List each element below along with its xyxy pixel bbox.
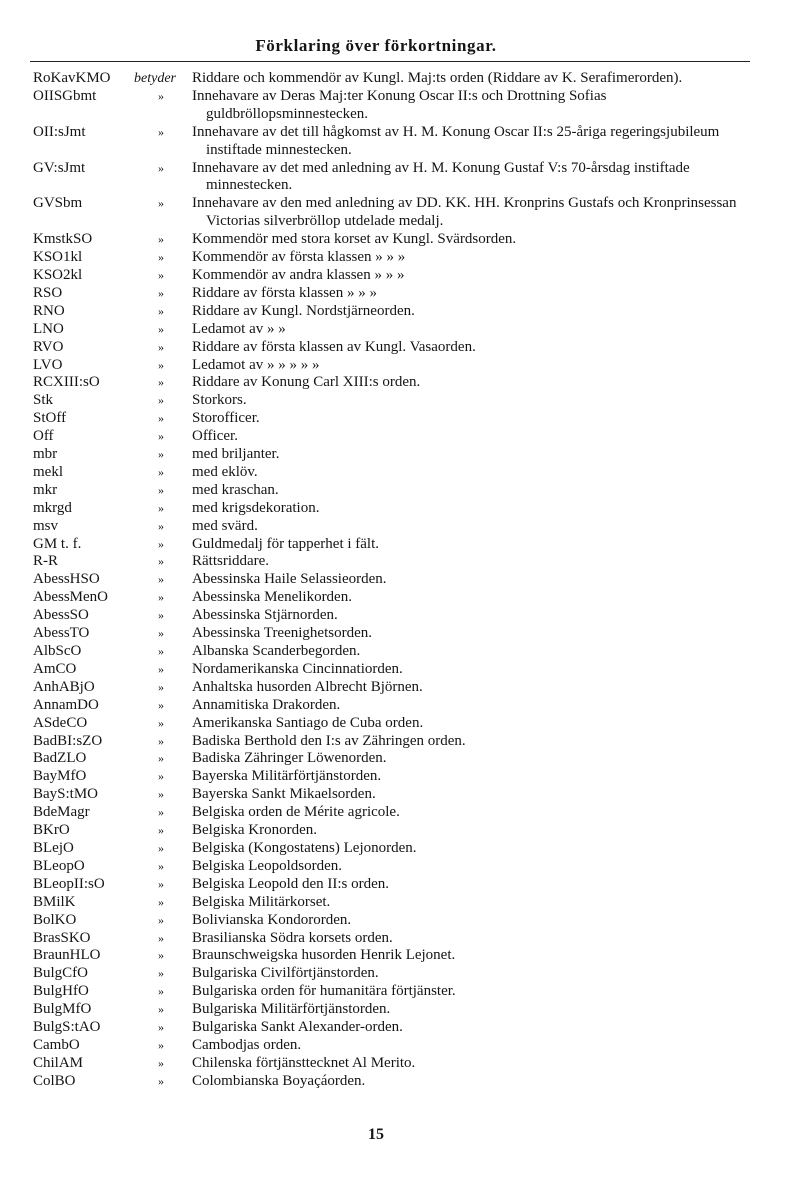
abbreviation-description: Belgiska Leopold den II:s orden. [192, 875, 390, 892]
betyder-label: betyder [134, 71, 176, 86]
abbreviation-entry [0, 607, 800, 625]
abbreviation-entry [0, 231, 800, 249]
ditto-mark: » [158, 697, 164, 712]
abbreviation-code: LVO [33, 356, 63, 373]
abbreviation-code: StOff [33, 410, 67, 427]
abbreviation-entry [0, 267, 800, 285]
abbreviation-code: BayS:tMO [33, 786, 99, 803]
abbreviation-description: med krigsdekoration. [192, 499, 320, 516]
abbreviation-code: RSO [33, 284, 63, 301]
abbreviation-entry [0, 374, 800, 392]
ditto-mark: » [158, 536, 164, 551]
abbreviation-entry [0, 1037, 800, 1055]
abbreviation-entry [0, 840, 800, 858]
ditto-mark: » [158, 608, 164, 623]
abbreviation-description: Belgiska Kronorden. [192, 822, 317, 839]
abbreviation-description: Officer. [192, 428, 238, 445]
abbreviation-entry [0, 679, 800, 697]
abbreviation-entry [0, 589, 800, 607]
abbreviation-entry [0, 930, 800, 948]
abbreviation-description: Bulgariska Militärförtjänstorden. [192, 1001, 391, 1018]
abbreviation-description: Ledamot av » » » » » [192, 356, 320, 373]
abbreviation-description: Amerikanska Santiago de Cuba orden. [192, 714, 424, 731]
abbreviation-description: Riddare och kommendör av Kungl. Maj:ts orden (Riddare av K. Serafimerorden). [192, 70, 683, 86]
ditto-mark: » [158, 805, 164, 820]
ditto-mark: » [158, 679, 164, 694]
abbreviation-description: Innehavare av den med anledning av DD. KK. HH. Kronprins Gustafs och Kronprinsessan Victorias silverbröllop utdelade medalj. [192, 195, 737, 230]
abbreviation-description: Braunschweigska husorden Henrik Lejonet. [192, 947, 456, 964]
abbreviation-code: AmCO [33, 660, 77, 677]
abbreviation-code: KSO1kl [33, 249, 83, 266]
abbreviation-code: RVO [33, 338, 64, 355]
abbreviation-description: Abessinska Stjärnorden. [192, 607, 338, 624]
abbreviation-entry [0, 947, 800, 965]
abbreviation-description: Brasilianska Södra korsets orden. [192, 929, 393, 946]
abbreviation-entry [0, 786, 800, 804]
abbreviation-description: Chilenska förtjänsttecknet Al Merito. [192, 1054, 416, 1071]
ditto-mark: » [158, 429, 164, 444]
abbreviation-code: CambO [33, 1036, 80, 1053]
ditto-mark: » [158, 876, 164, 891]
ditto-mark: » [158, 626, 164, 641]
ditto-mark: » [158, 733, 164, 748]
abbreviation-description: Abessinska Menelikorden. [192, 589, 352, 606]
abbreviation-code: RNO [33, 302, 65, 319]
abbreviation-code: AlbScO [33, 643, 82, 659]
abbreviation-description: Innehavare av Deras Maj:ter Konung Oscar II:s och Drottning Sofias guldbröllopsminnestecken. [192, 87, 607, 122]
abbreviation-description: med briljanter. [192, 446, 280, 463]
abbreviation-entry [0, 571, 800, 589]
abbreviation-code: OIISGbmt [33, 87, 97, 104]
abbreviation-description: med kraschan. [192, 481, 279, 498]
abbreviation-description: Belgiska (Kongostatens) Lejonorden. [192, 839, 417, 856]
abbreviation-entry [0, 750, 800, 768]
abbreviation-entry [0, 428, 800, 446]
abbreviation-description: Riddare av första klassen » » » [192, 284, 377, 301]
ditto-mark: » [158, 88, 164, 103]
abbreviation-description: Nordamerikanska Cincinnatiorden. [192, 660, 403, 677]
ditto-mark: » [158, 930, 164, 945]
ditto-mark: » [158, 1037, 164, 1052]
ditto-mark: » [158, 787, 164, 802]
ditto-mark: » [158, 518, 164, 533]
abbreviation-code: BdeMagr [33, 804, 90, 821]
abbreviation-code: BLeopII:sO [33, 875, 105, 892]
abbreviation-description: Storofficer. [192, 410, 260, 427]
abbreviation-entry [0, 1055, 800, 1073]
abbreviation-entry [0, 357, 800, 375]
abbreviation-code: BLejO [33, 839, 74, 856]
ditto-mark: » [158, 321, 164, 336]
ditto-mark: » [158, 769, 164, 784]
abbreviation-entry [0, 464, 800, 482]
ditto-mark: » [158, 590, 164, 605]
abbreviation-code: BulgCfO [33, 965, 89, 982]
abbreviation-description: Belgiska Militärkorset. [192, 893, 331, 910]
abbreviation-description: Storkors. [192, 392, 247, 409]
abbreviation-code: BulgMfO [33, 1001, 92, 1018]
ditto-mark: » [158, 966, 164, 981]
ditto-mark: » [158, 572, 164, 587]
abbreviation-description: Kommendör med stora korset av Kungl. Svärdsorden. [192, 231, 517, 248]
abbreviation-entry [0, 518, 800, 536]
abbreviation-description: Belgiska Leopoldsorden. [192, 857, 342, 874]
abbreviation-entry [0, 160, 800, 196]
abbreviation-entry [0, 410, 800, 428]
ditto-mark: » [158, 912, 164, 927]
abbreviation-code: AnhABjO [33, 678, 95, 695]
abbreviation-code: R-R [33, 553, 59, 570]
ditto-mark: » [158, 232, 164, 247]
abbreviation-code: mkrgd [33, 499, 72, 516]
ditto-mark: » [158, 858, 164, 873]
abbreviation-entry [0, 536, 800, 554]
abbreviation-code: BulgHfO [33, 983, 89, 1000]
abbreviation-entry [0, 1001, 800, 1019]
abbreviation-code: BadZLO [33, 750, 87, 767]
abbreviation-code: KSO2kl [33, 266, 83, 283]
ditto-mark: » [158, 1020, 164, 1035]
ditto-mark: » [158, 840, 164, 855]
abbreviation-description: Badiska Berthold den I:s av Zähringen orden. [192, 732, 466, 749]
abbreviation-description: Kommendör av första klassen » » » [192, 249, 406, 266]
abbreviation-description: Cambodjas orden. [192, 1036, 302, 1053]
ditto-mark: » [158, 1055, 164, 1070]
abbreviation-code: GM t. f. [33, 535, 82, 552]
abbreviation-code: BraunHLO [33, 947, 101, 964]
abbreviation-entry [0, 124, 800, 160]
abbreviation-description: Riddare av första klassen av Kungl. Vasaorden. [192, 338, 476, 355]
abbreviation-entry [0, 70, 800, 88]
abbreviation-entry [0, 965, 800, 983]
abbreviation-description: Riddare av Kungl. Nordstjärneorden. [192, 302, 415, 319]
abbreviation-code: Stk [33, 392, 54, 409]
abbreviation-entry [0, 249, 800, 267]
abbreviation-entry [0, 1019, 800, 1037]
abbreviation-entry [0, 1073, 800, 1091]
ditto-mark: » [158, 554, 164, 569]
abbreviation-code: AbessHSO [33, 571, 100, 588]
abbreviation-code: BolKO [33, 911, 77, 928]
abbreviation-description: Bayerska Sankt Mikaelsorden. [192, 786, 376, 803]
abbreviation-entry [0, 894, 800, 912]
abbreviation-description: Abessinska Haile Selassieorden. [192, 571, 387, 588]
ditto-mark: » [158, 357, 164, 372]
abbreviation-entry [0, 446, 800, 464]
ditto-mark: » [158, 984, 164, 999]
page-title: Förklaring över förkortningar. [255, 36, 497, 55]
abbreviation-description: Albanska Scanderbegorden. [192, 643, 361, 659]
abbreviation-entry [0, 285, 800, 303]
abbreviation-code: BMilK [33, 893, 76, 910]
abbreviation-description: Belgiska orden de Mérite agricole. [192, 804, 400, 821]
abbreviation-entry [0, 321, 800, 339]
abbreviation-code: mekl [33, 463, 63, 480]
abbreviation-code: mbr [33, 446, 58, 463]
abbreviation-code: msv [33, 517, 59, 534]
abbreviation-entry [0, 482, 800, 500]
abbreviation-entry [0, 876, 800, 894]
abbreviation-code: AnnamDO [33, 696, 99, 713]
abbreviation-entry [0, 643, 800, 661]
abbreviation-code: GVSbm [33, 195, 83, 212]
ditto-mark: » [158, 661, 164, 676]
ditto-mark: » [158, 250, 164, 265]
abbreviation-description: med eklöv. [192, 463, 258, 480]
ditto-mark: » [158, 339, 164, 354]
abbreviation-code: OII:sJmt [33, 123, 86, 140]
abbreviation-entry [0, 715, 800, 733]
ditto-mark: » [158, 393, 164, 408]
abbreviation-entry [0, 339, 800, 357]
ditto-mark: » [158, 285, 164, 300]
abbreviation-code: BKrO [33, 822, 70, 839]
abbreviation-code: AbessSO [33, 607, 89, 624]
ditto-mark: » [158, 124, 164, 139]
abbreviation-entry [0, 392, 800, 410]
abbreviation-code: ChilAM [33, 1054, 84, 1071]
abbreviation-code: ColBO [33, 1072, 76, 1089]
ditto-mark: » [158, 644, 164, 658]
abbreviation-description: Riddare av Konung Carl XIII:s orden. [192, 374, 421, 391]
ditto-mark: » [158, 303, 164, 318]
abbreviation-code: BayMfO [33, 768, 87, 785]
abbreviation-description: Bayerska Militärförtjänstorden. [192, 768, 382, 785]
abbreviation-description: Anhaltska husorden Albrecht Björnen. [192, 678, 423, 695]
ditto-mark: » [158, 715, 164, 730]
abbreviation-description: Rättsriddare. [192, 553, 270, 570]
ditto-mark: » [158, 447, 164, 462]
abbreviation-description: Bulgariska Civilförtjänstorden. [192, 965, 379, 982]
abbreviation-code: KmstkSO [33, 231, 93, 248]
abbreviation-list [0, 70, 800, 1091]
abbreviation-code: RoKavKMO [33, 70, 111, 86]
abbreviation-code: ASdeCO [33, 714, 88, 731]
abbreviation-code: AbessTO [33, 625, 90, 642]
abbreviation-entry [0, 983, 800, 1001]
ditto-mark: » [158, 751, 164, 766]
abbreviation-code: LNO [33, 320, 64, 337]
abbreviation-entry [0, 733, 800, 751]
abbreviation-entry [0, 661, 800, 679]
page-number: 15 [368, 1126, 384, 1143]
abbreviation-entry [0, 625, 800, 643]
abbreviation-entry [0, 303, 800, 321]
ditto-mark: » [158, 160, 164, 175]
abbreviation-code: BulgS:tAO [33, 1019, 101, 1036]
ditto-mark: » [158, 823, 164, 838]
abbreviation-entry [0, 822, 800, 840]
abbreviation-code: mkr [33, 481, 58, 498]
abbreviation-entry [0, 858, 800, 876]
abbreviation-entry [0, 500, 800, 518]
abbreviation-entry [0, 195, 800, 231]
abbreviation-code: AbessMenO [33, 589, 108, 606]
abbreviation-description: med svärd. [192, 517, 258, 534]
abbreviation-entry [0, 697, 800, 715]
abbreviation-description: Innehavare av det till hågkomst av H. M. Konung Oscar II:s 25-åriga regeringsjubileum instiftade minnestecken. [192, 123, 720, 158]
abbreviation-description: Kommendör av andra klassen » » » [192, 266, 405, 283]
abbreviation-description: Abessinska Treenighetsorden. [192, 625, 372, 642]
ditto-mark: » [158, 464, 164, 479]
ditto-mark: » [158, 1002, 164, 1017]
abbreviation-description: Colombianska Boyaçáorden. [192, 1072, 366, 1089]
abbreviation-entry [0, 88, 800, 124]
abbreviation-entry [0, 553, 800, 571]
abbreviation-description: Bulgariska Sankt Alexander-orden. [192, 1019, 403, 1036]
abbreviation-code: RCXIII:sO [33, 374, 100, 391]
abbreviation-description: Ledamot av » » [192, 320, 286, 337]
abbreviation-entry [0, 804, 800, 822]
title-rule [30, 61, 750, 62]
ditto-mark: » [158, 894, 164, 909]
ditto-mark: » [158, 482, 164, 497]
ditto-mark: » [158, 267, 164, 282]
ditto-mark: » [158, 500, 164, 515]
abbreviation-code: BadBI:sZO [33, 732, 103, 749]
abbreviation-description: Innehavare av det med anledning av H. M. Konung Gustaf V:s 70-årsdag instiftade minnestecken. [192, 159, 690, 194]
abbreviation-code: BLeopO [33, 857, 85, 874]
abbreviation-code: BrasSKO [33, 929, 91, 946]
ditto-mark: » [158, 411, 164, 426]
abbreviation-entry [0, 912, 800, 930]
ditto-mark: » [158, 196, 164, 211]
abbreviation-code: GV:sJmt [33, 159, 86, 176]
abbreviation-description: Annamitiska Drakorden. [192, 696, 341, 713]
ditto-mark: » [158, 375, 164, 390]
abbreviation-entry [0, 768, 800, 786]
ditto-mark: » [158, 1073, 164, 1088]
abbreviation-description: Guldmedalj för tapperhet i fält. [192, 535, 380, 552]
abbreviation-description: Badiska Zähringer Löwenorden. [192, 750, 387, 767]
abbreviation-code: Off [33, 428, 54, 445]
ditto-mark: » [158, 948, 164, 963]
abbreviation-description: Bulgariska orden för humanitära förtjänster. [192, 983, 456, 1000]
abbreviation-description: Bolivianska Kondororden. [192, 911, 352, 928]
